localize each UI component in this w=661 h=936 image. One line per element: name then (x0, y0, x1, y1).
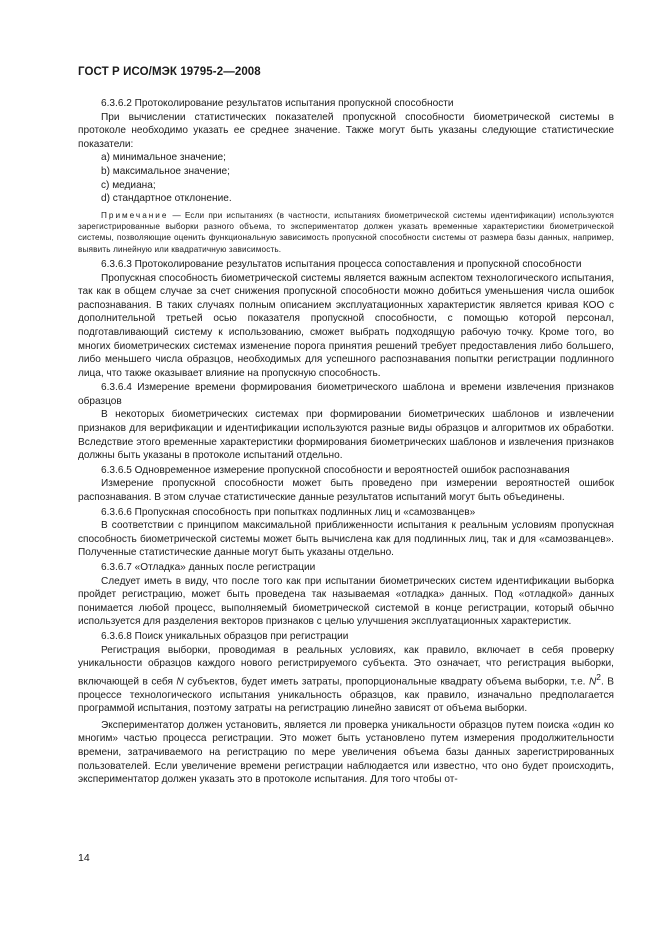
note-label: Примечание (101, 210, 169, 220)
page-number: 14 (78, 852, 90, 864)
section-heading-6-3-6-3: 6.3.6.3 Протоколирование результатов испытания процесса сопоставления и пропускной способности (101, 258, 582, 270)
paragraph: Следует иметь в виду, что после того как при испытании биометрических систем идентификации выборка пройдет регистрацию, может быть проведена так называемая «отладка» данных. Под «отладкой» данных понимается любой процесс, выполняемый биометрической системой в конце регистрации, который обычно используется для разделения векторов признаков с целью улучшения эксплуатационных характеристик. (78, 575, 614, 628)
document-header: ГОСТ Р ИСО/МЭК 19795-2—2008 (78, 66, 261, 78)
text-run: субъектов, будет иметь затраты, пропорциональные квадрату объема выборки, т.е. (183, 676, 589, 688)
text-run: . В процессе технологического испытания уникальность образцов, как правило, изначально предполагается программой испытания, поэтому затраты на регистрацию линейно зависят от объема выборки. (78, 676, 614, 715)
section-heading-6-3-6-5: 6.3.6.5 Одновременное измерение пропускной способности и вероятностей ошибок распознавания (101, 464, 570, 476)
section-heading-6-3-6-4: 6.3.6.4 Измерение времени формирования биометрического шаблона и времени извлечения признаков образцов (78, 382, 614, 407)
text-run: Регистрация выборки, проводимая в реальных условиях, как правило, включает в себя проверку уникальности образцов каждого нового регистрируемого субъекта. Это означает, что регистрация выборки, включающей в себя (78, 644, 614, 688)
paragraph (78, 644, 614, 716)
paragraph: При вычислении статистических показателей пропускной способности биометрической системы в протоколе необходимо указать ее среднее значение. Также могут быть указаны следующие статистические показатели: (78, 111, 614, 150)
note-text: — Если при испытаниях (в частности, испытаниях биометрической системы идентификации) используются зарегистрированные выборки разного объема, то экспериментатор должен указать временные характеристики биометрической системы, позволяющие оценить функциональную зависимость пропускной способности системы от размера базы данных, например, выявить линейную или квадратичную зависимость. (78, 210, 614, 254)
list-item: b) максимальное значение; (101, 165, 230, 177)
list-item: d) стандартное отклонение. (101, 193, 232, 205)
section-heading-6-3-6-7: 6.3.6.7 «Отладка» данных после регистрации (101, 562, 316, 573)
variable-n: N (176, 676, 184, 688)
list-item: a) минимальное значение; (101, 152, 226, 164)
section-heading-6-3-6-2: 6.3.6.2 Протоколирование результатов испытания пропускной способности (101, 98, 454, 109)
note (78, 210, 614, 255)
section-heading-6-3-6-6: 6.3.6.6 Пропускная способность при попытках подлинных лиц и «самозванцев» (101, 506, 476, 518)
paragraph: Измерение пропускной способности может быть проведено при измерении вероятностей ошибок распознавания. В этом случае статистические данные результатов испытаний могут быть объединены. (78, 478, 614, 504)
paragraph: В соответствии с принципом максимальной приближенности испытания к реальным условиям пропускная способность биометрической системы может быть вычислена как для подлинных лиц, так и для «самозванцев». Полученные статистические данные могут быть указаны отдельно. (78, 520, 614, 559)
paragraph: Пропускная способность биометрической системы является важным аспектом технологического испытания, так как в общем случае за счет снижения пропускной способности можно добиться уменьшения числа ошибок распознавания. В таких случаях полным описанием эксплуатационных характеристик является кривая КОО с дополнительной третьей осью показателя пропускной способности, с помощью которой персонал, подготавливающий систему к использованию, сможет выбрать подходящую рабочую точку. Кроме того, во многих биометрических системах изменение порога принятия решений требует предоставления либо большего, либо меньшего числа образцов, необходимых для успешного распознавания попытки регистрации подлинного лица, что также оказывает влияние на пропускную способность. (78, 272, 614, 379)
variable-n: N (588, 676, 597, 688)
page-body (78, 96, 614, 787)
paragraph: В некоторых биометрических системах при формировании биометрических шаблонов и извлечении признаков для верификации и идентификации используются разные виды образцов и алгоритмов их обработки. Вследствие этого временные характеристики формирования биометрических шаблонов и извлечения признаков должны быть указаны в протоколе испытаний отдельно. (78, 409, 614, 462)
superscript: 2 (596, 671, 601, 682)
list-item: c) медиана; (101, 179, 156, 191)
section-heading-6-3-6-8: 6.3.6.8 Поиск уникальных образцов при регистрации (101, 630, 349, 642)
paragraph: Экспериментатор должен установить, является ли проверка уникальности образцов путем поиска «один ко многим» частью процесса регистрации. Это может быть установлено путем измерения продолжительности времени, затрачиваемого на регистрацию по мере увеличения объема базы данных зарегистрированных пользователей. Если увеличение времени регистрации наблюдается или известно, что оно будет происходить, экспериментатор должен указать это в протоколе испытания. Для того чтобы от- (78, 719, 614, 786)
